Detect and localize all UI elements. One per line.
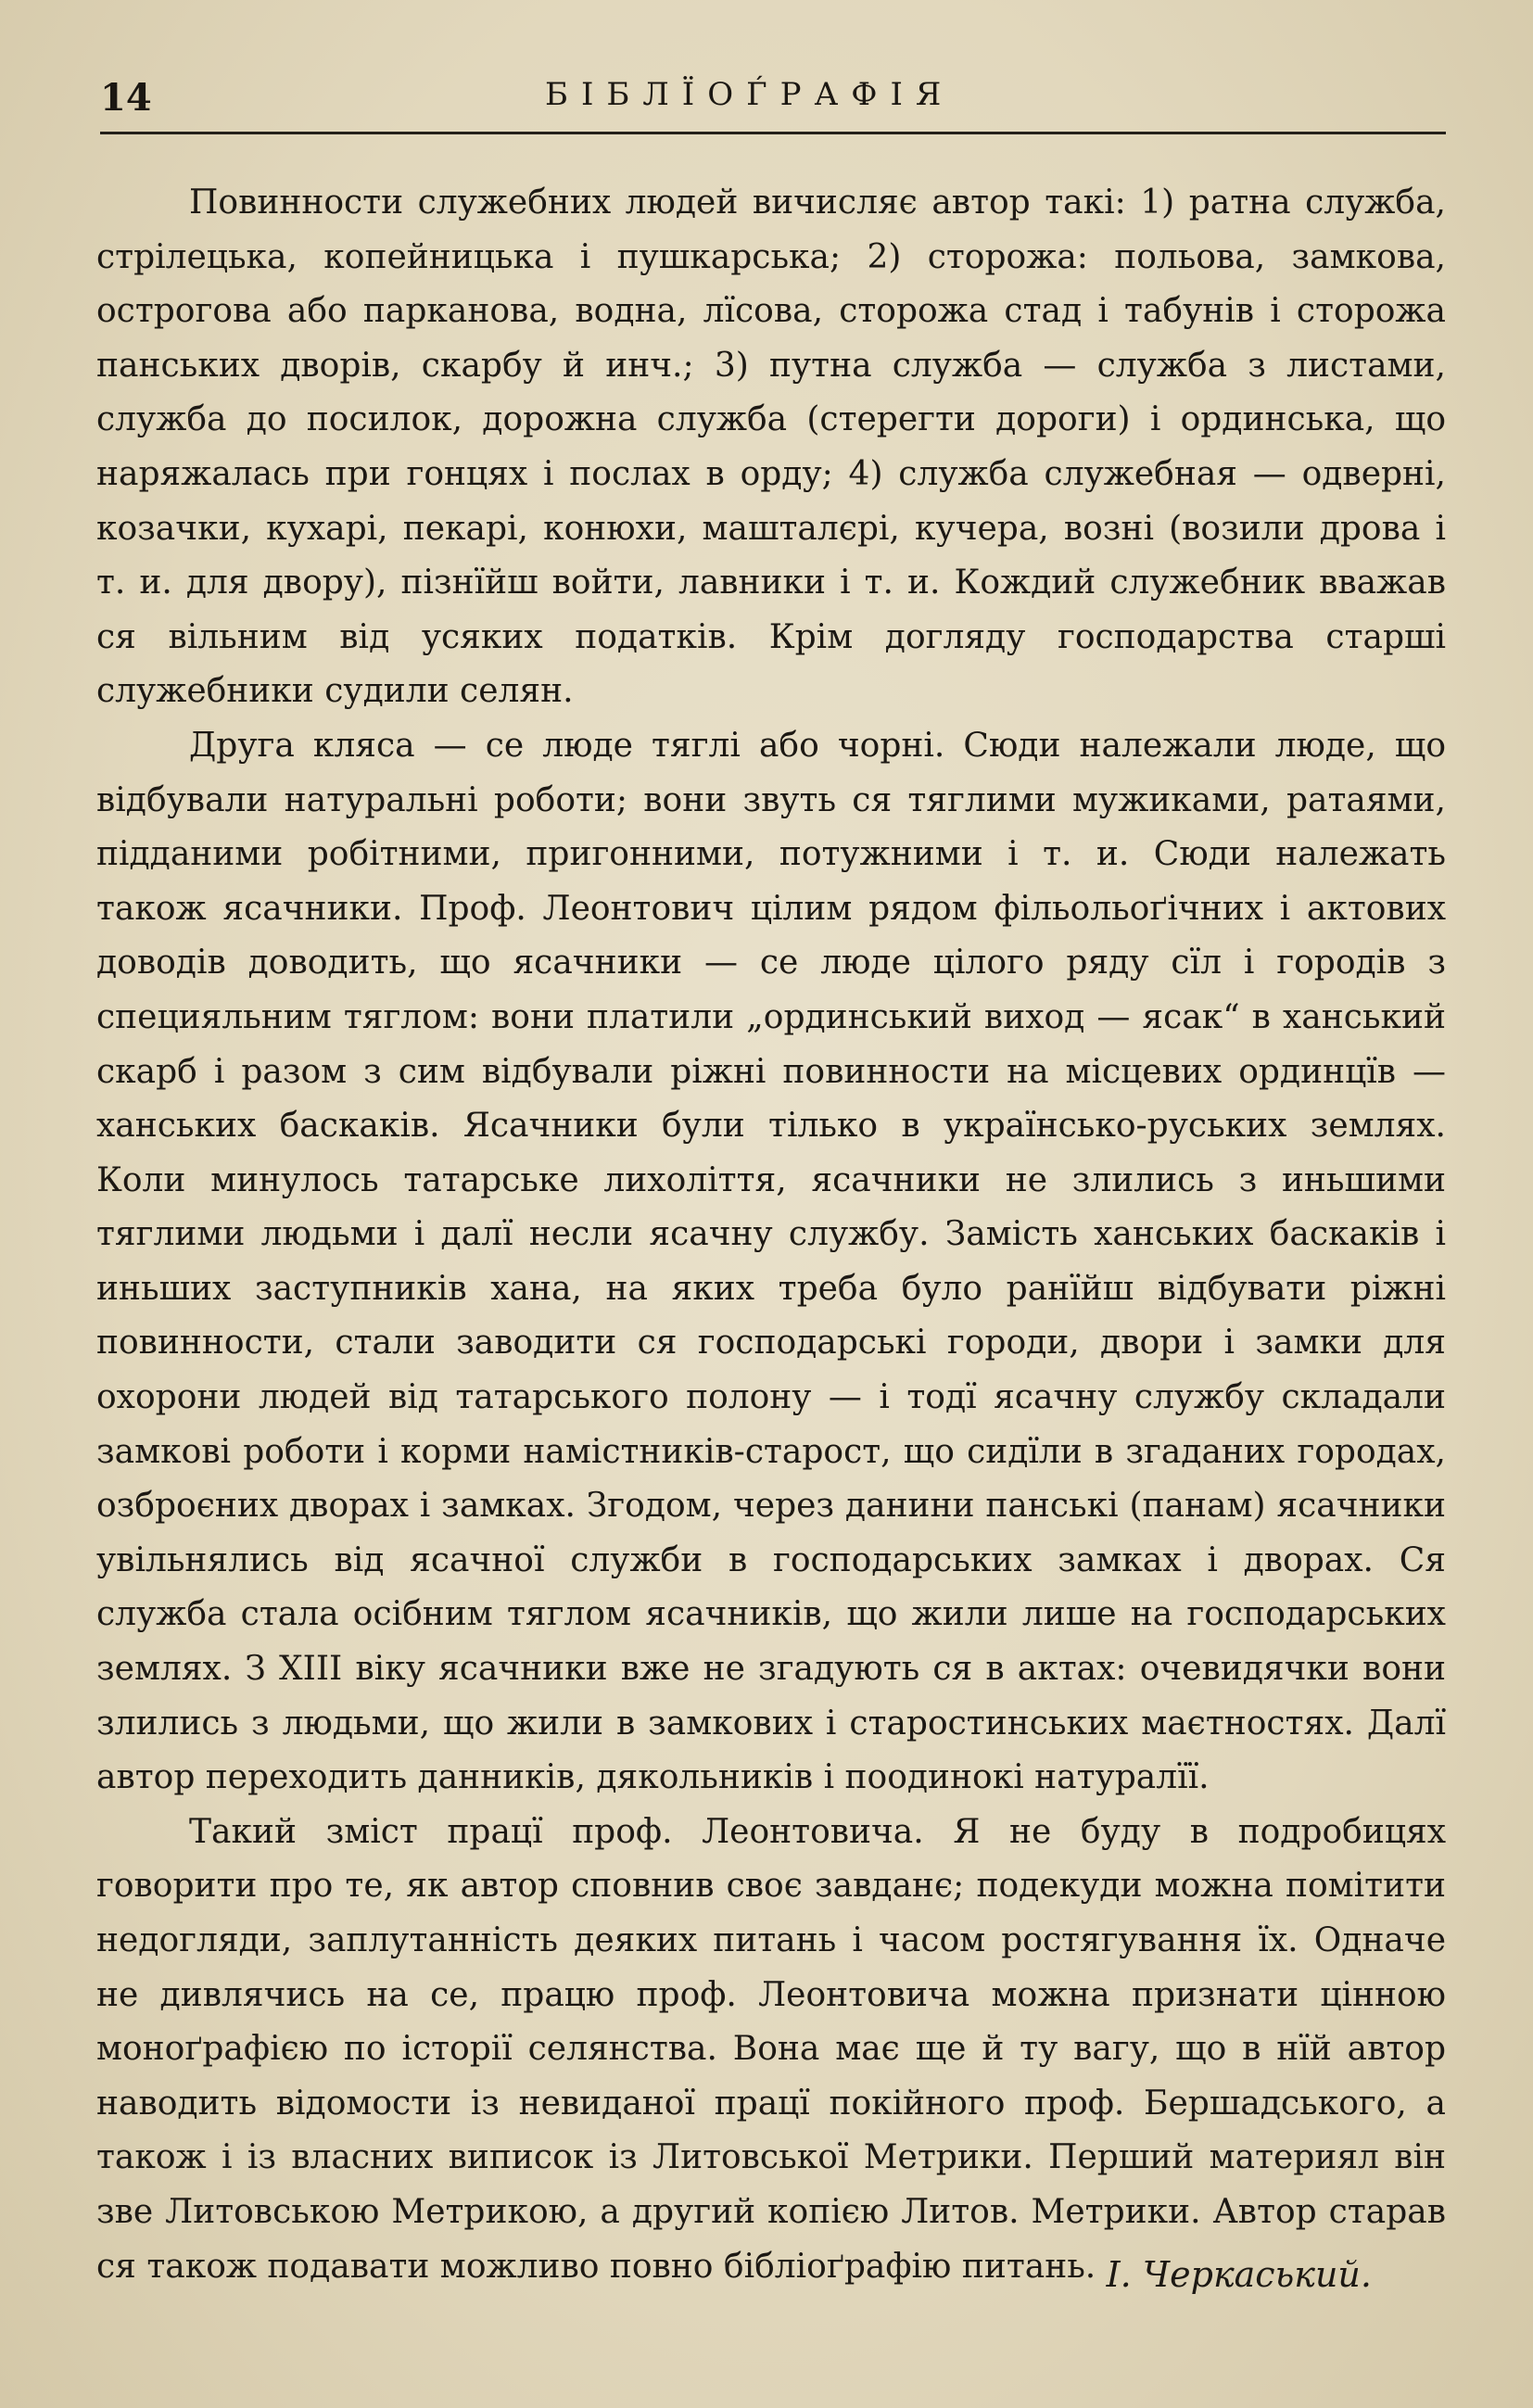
author-signature: І. Черкаський. — [1106, 2254, 1372, 2295]
page-number: 14 — [100, 76, 152, 120]
paragraph-duties: Повинности служебних людей вичисляє автор такі: 1) ратна служба, стрілецька, копейницька і пушкарська; 2) сторожа: польова, замкова, острогова або парканова, водна, лїсова, сторожа стад і табунів і сторожа панських дворів, скарбу й инч.; 3) путна служба — служба з листами, служба до посилок, дорожна служба (стерегти дороги) і ординська, що наряжалась при гонцях і послах в орду; 4) служба служебная — одверні, козачки, кухарі, пекарі, конюхи, машталєрі, кучера, возні (возили дрова і т. и. для двору), пізнїйш войти, лавники і т. и. Кождий служебник вважав ся вільним від усяких податків. Крім догляду господарства старші служебники судили селян. — [96, 184, 1446, 711]
body-text — [96, 176, 1446, 2294]
page-header — [100, 69, 1446, 124]
paragraph-conclusion: Такий зміст працї проф. Леонтовича. Я не буду в подробицях говорити про те, як автор сповнив своє завданє; подекуди можна помітити недогляди, заплутанність деяких питань і часом ростягування їх. Одначе не дивлячись на се, працю проф. Леонтовича можна признати цінною моноґрафією по історії селянства. Вона має ще й ту вагу, що в нїй автор наводить відомости із невиданої працї покійного проф. Бершадського, а також і із власних виписок із Литовської Метрики. Перший материял він зве Литовською Метрикою, а другий копією Литов. Метрики. Автор старав ся також подавати можливо повно бібліоґрафію питань. — [96, 1812, 1446, 2286]
header-rule — [100, 132, 1446, 134]
paragraph-second-class: Друга кляса — се люде тяглі або чорні. Сюди належали люде, що відбували натуральні роботи; вони звуть ся тяглими мужиками, ратаями, пiдданими робітними, пригонними, потужними і т. и. Сюди належать також ясачники. Проф. Леонтович цілим рядом фільольоґічних і актових доводів доводить, що ясачники — се люде цілого ряду сїл і городів з специяльним тяглом: вони платили „ординський виход — ясак“ в ханський скарб і разом з сим відбували ріжні повинности на місцевих ординцїв — ханських баскаків. Ясачники були тілько в українсько-руських землях. Коли минулось татарське лихоліття, ясачники не злились з иньшими тяглими людьми і далї несли ясачну службу. Замість ханських баскаків і иньших заступників хана, на яких треба було ранїйш відбувати ріжні повинности, стали заводити ся господарські городи, двори і замки для охорони людей від татарського полону — і тодї ясачну службу складали замкові роботи і корми намістників-старост, що сидїли в згаданих городах, озброєних дворах і замках. Згодом, через данини панські (панам) ясачники увільнялись від ясачної служби в господарських замках і дворах. Ся служба стала осібним тяглом ясачників, що жили лише на господарських землях. З XIII віку ясачники вже не згадують ся в актах: очевидячки вони злились з людьми, що жили в замкових і старостинських маєтностях. Далї автор переходить данників, дякольників і поодинокі натуралїї. — [96, 726, 1446, 1797]
running-title: БІБЛЇОЃРАФІЯ — [545, 76, 955, 113]
